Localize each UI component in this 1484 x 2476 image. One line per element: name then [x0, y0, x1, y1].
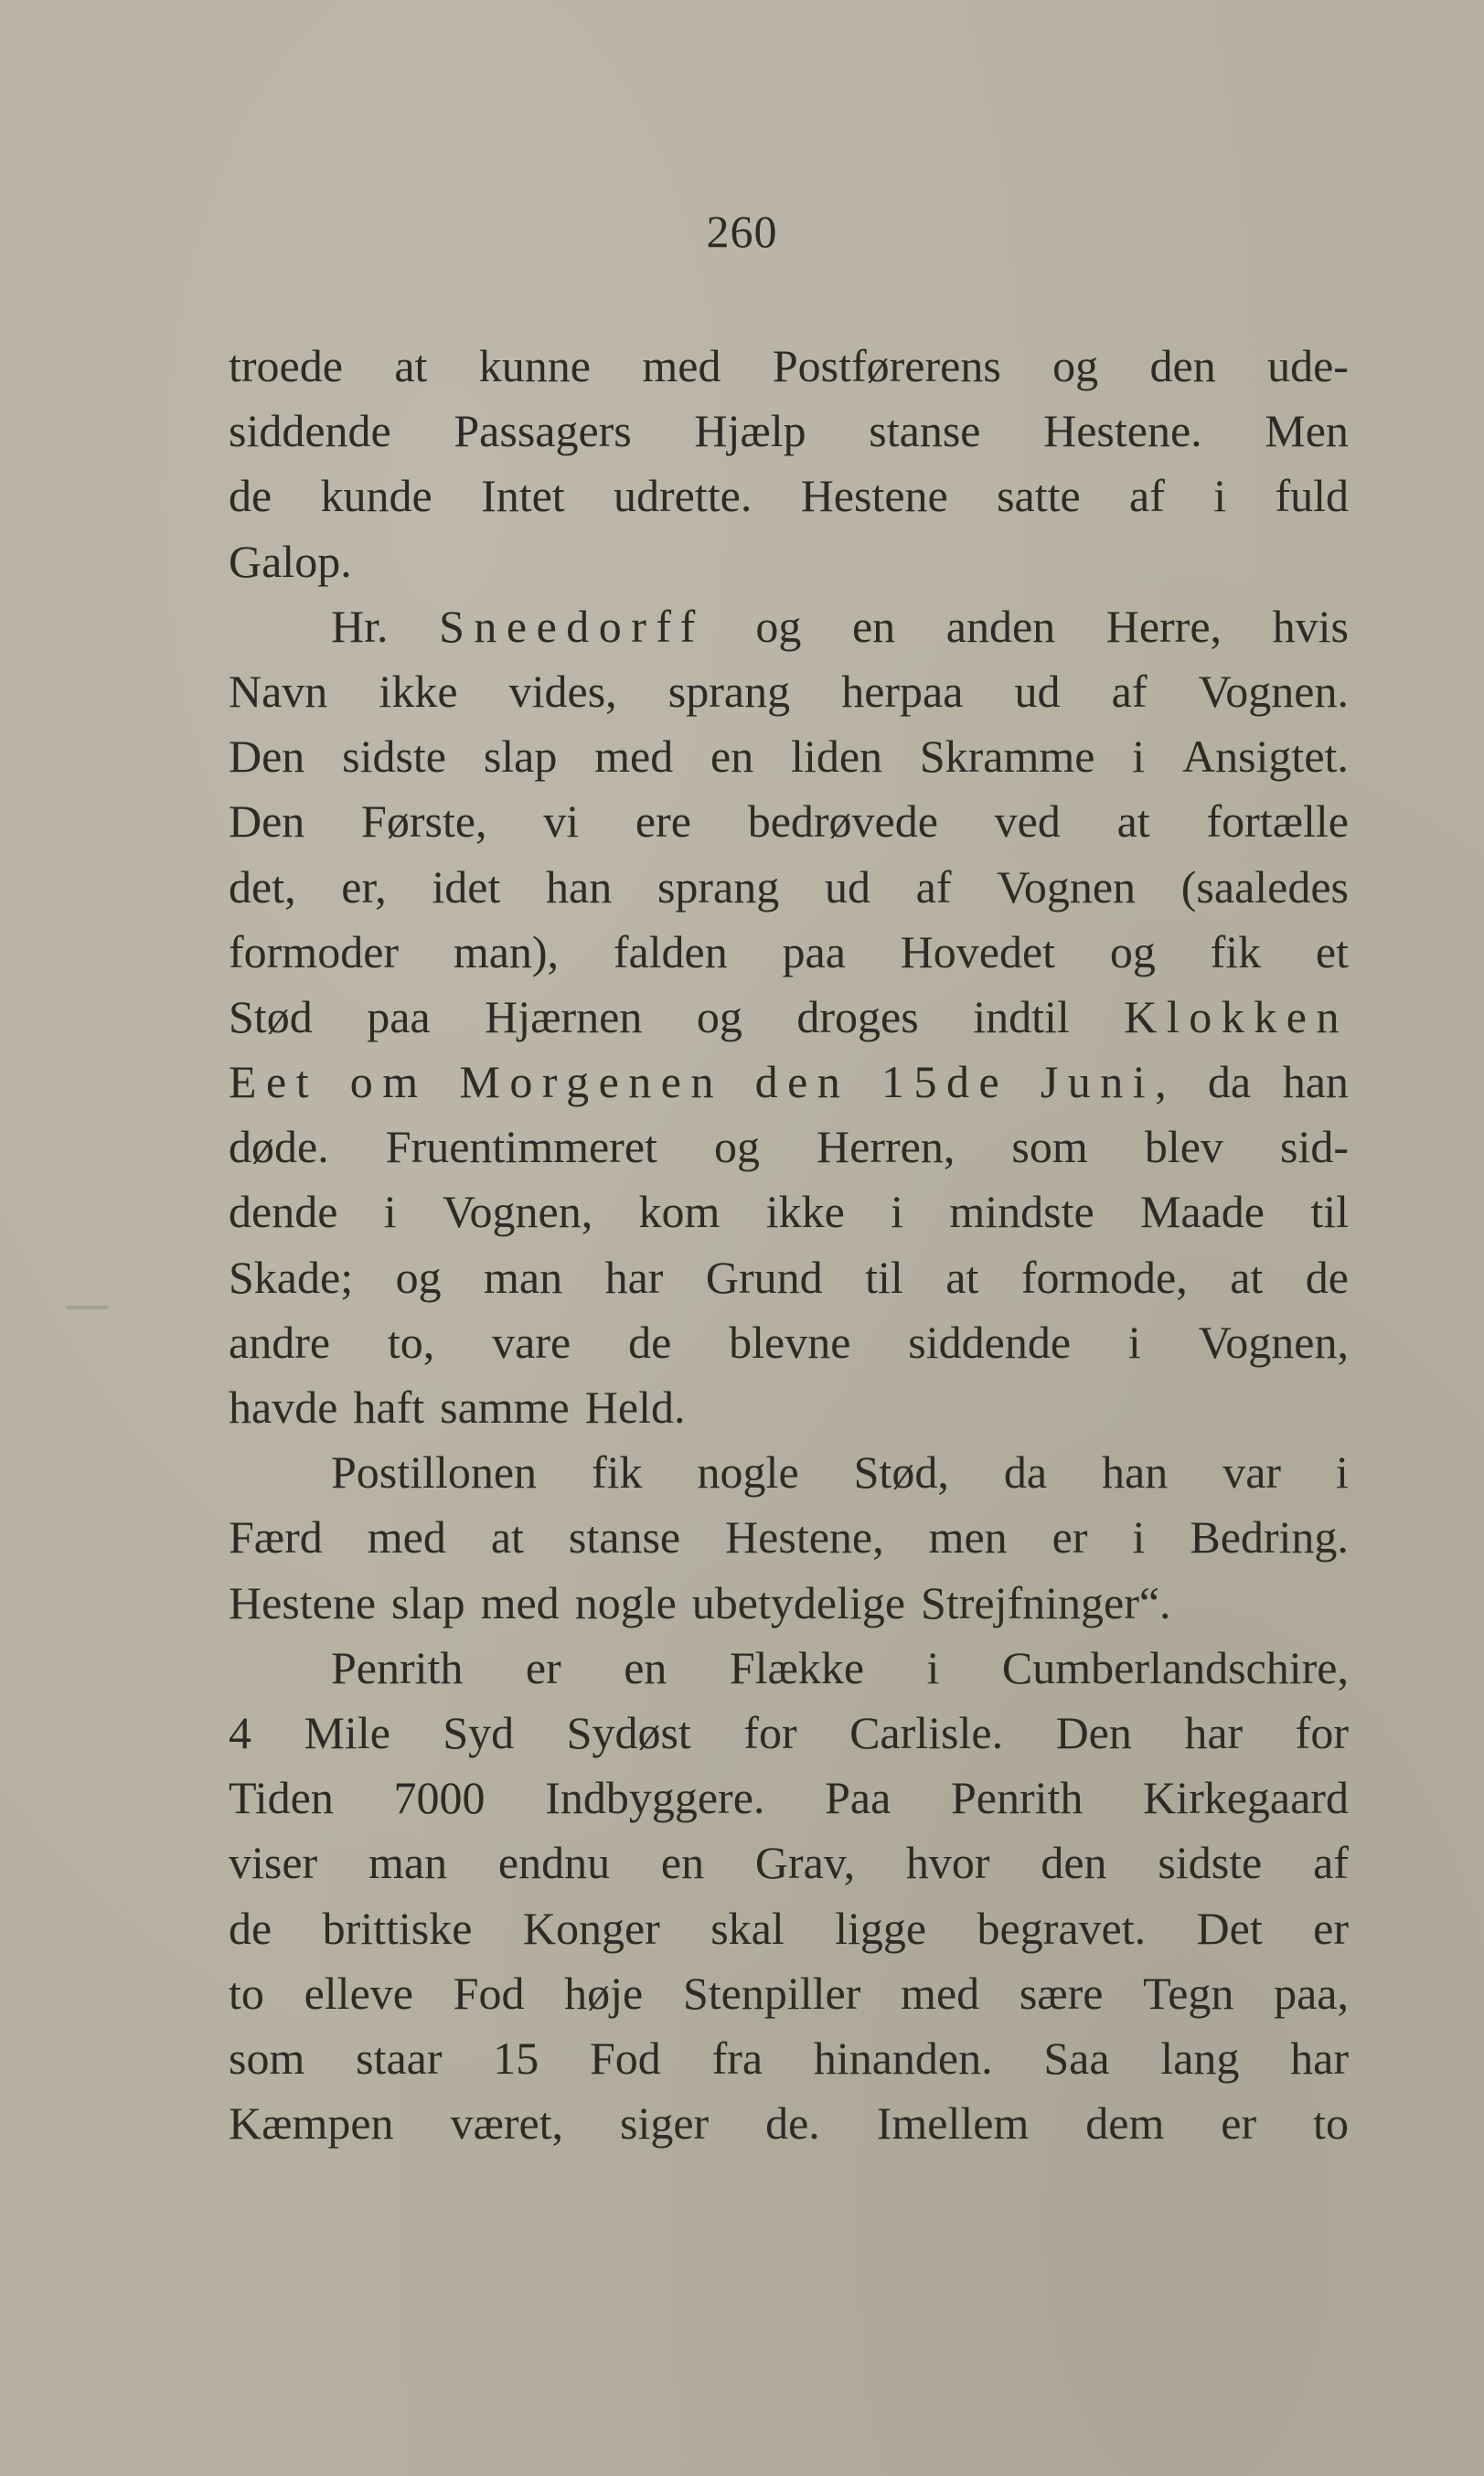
- word: nogle: [697, 1446, 799, 1499]
- word: er: [1313, 1902, 1349, 1954]
- word: er: [1052, 1511, 1088, 1564]
- text-line: [229, 1701, 1349, 1766]
- text-line: [229, 855, 1349, 920]
- word: fuld: [1275, 470, 1349, 522]
- word: ud: [1014, 665, 1061, 717]
- word: ikke: [379, 665, 458, 717]
- word: begravet.: [977, 1902, 1147, 1954]
- word: Den: [229, 795, 305, 848]
- word: Grund: [705, 1251, 823, 1303]
- word: Men: [1265, 405, 1349, 457]
- text-line: [229, 2026, 1349, 2091]
- word: 15: [493, 2032, 539, 2084]
- word: og: [1109, 925, 1156, 977]
- text-line: [229, 529, 1349, 594]
- word: til: [865, 1251, 903, 1303]
- word: Syd: [443, 1706, 515, 1758]
- word: dem: [1085, 2097, 1165, 2150]
- word: de: [229, 470, 272, 522]
- word: ere: [635, 795, 691, 848]
- word: vides,: [508, 665, 617, 717]
- word: to,: [387, 1316, 435, 1368]
- word: Indbyggere.: [545, 1772, 765, 1824]
- word: havde: [229, 1382, 338, 1433]
- word: mindste: [949, 1186, 1094, 1238]
- word: at: [1116, 795, 1150, 848]
- word: ud: [824, 860, 870, 912]
- word: til: [1310, 1186, 1349, 1238]
- word: kom: [638, 1186, 721, 1238]
- word: kunde: [320, 470, 432, 522]
- word: herpaa: [841, 665, 964, 717]
- word: Juni,: [1040, 1056, 1177, 1108]
- word: at: [945, 1251, 979, 1303]
- word: for: [743, 1706, 797, 1758]
- word: anden: [945, 600, 1056, 652]
- text-line: [229, 724, 1349, 789]
- text-line: [229, 1245, 1349, 1310]
- word: er: [1221, 2097, 1257, 2150]
- word: en: [851, 600, 896, 652]
- word: troede: [229, 340, 343, 391]
- word: formode,: [1020, 1251, 1188, 1303]
- word: at: [1230, 1251, 1264, 1303]
- word: siddende: [908, 1316, 1072, 1368]
- word: kunne: [478, 340, 591, 391]
- word: Det: [1196, 1902, 1263, 1954]
- word: med: [594, 731, 674, 783]
- word: Ansigtet.: [1181, 731, 1349, 783]
- word: hinanden.: [813, 2032, 993, 2084]
- text-line: [229, 1179, 1349, 1244]
- word: viser: [229, 1837, 318, 1889]
- word: som: [1011, 1121, 1088, 1173]
- word: i: [926, 1641, 940, 1693]
- body-text: [229, 334, 1349, 2156]
- word: sid-: [1279, 1121, 1349, 1173]
- word: Hestene.: [1043, 405, 1202, 457]
- word: paa: [367, 990, 431, 1042]
- text-line: [229, 789, 1349, 854]
- word: formoder: [229, 925, 400, 977]
- word: Første,: [361, 795, 487, 848]
- word: i: [1213, 470, 1227, 522]
- word: med: [480, 1576, 560, 1628]
- word: som: [229, 2032, 305, 2084]
- word: vi: [543, 795, 580, 848]
- word: hvis: [1272, 600, 1349, 652]
- word: Hestene: [229, 1576, 377, 1628]
- text-line: [229, 594, 1349, 659]
- word: han: [1102, 1446, 1169, 1499]
- word: fik: [1210, 925, 1262, 977]
- text-line: [229, 334, 1349, 399]
- word: i: [1132, 1511, 1146, 1564]
- word: med: [367, 1511, 446, 1564]
- word: Skramme: [919, 731, 1095, 783]
- text-line: [229, 1505, 1349, 1570]
- word: Klokken: [1124, 990, 1349, 1042]
- text-line: [229, 659, 1349, 724]
- word: høje: [564, 1967, 644, 2019]
- word: Postillonen: [331, 1446, 538, 1499]
- word: endnu: [497, 1837, 611, 1889]
- word: med: [642, 340, 721, 391]
- page-number: 260: [706, 206, 778, 257]
- word: Tiden: [229, 1772, 334, 1824]
- word: i: [383, 1186, 397, 1238]
- word: Eet: [229, 1056, 319, 1108]
- word: Imellem: [876, 2097, 1030, 2150]
- word: ubetydelige: [691, 1576, 906, 1628]
- word: Sneedorff: [439, 600, 705, 652]
- word: fik: [592, 1446, 643, 1499]
- text-line: [229, 985, 1349, 1050]
- word: de: [229, 1902, 272, 1954]
- word: Intet: [481, 470, 565, 522]
- word: ude-: [1267, 340, 1349, 391]
- word: Galop.: [229, 535, 352, 587]
- word: og: [755, 600, 802, 652]
- word: Cumberlandschire,: [1001, 1641, 1349, 1693]
- word: sære: [1019, 1967, 1104, 2019]
- text-line: [229, 399, 1349, 464]
- word: er,: [341, 860, 387, 912]
- word: Hjælp: [694, 405, 806, 457]
- word: Stød: [229, 990, 313, 1042]
- word: Fod: [590, 2032, 661, 2084]
- word: Herre,: [1105, 600, 1222, 652]
- word: blev: [1144, 1121, 1223, 1173]
- word: indtil: [973, 990, 1070, 1042]
- word: to: [1313, 2097, 1349, 2150]
- text-line: [229, 1766, 1349, 1830]
- word: staar: [356, 2032, 443, 2084]
- word: siddende: [229, 405, 391, 457]
- word: og: [395, 1251, 442, 1303]
- word: man: [368, 1837, 448, 1889]
- word: da: [1003, 1446, 1048, 1499]
- word: en: [660, 1837, 705, 1889]
- word: Hestene: [800, 470, 948, 522]
- word: med: [901, 1967, 980, 2019]
- word: et: [1315, 925, 1349, 977]
- text-line: [229, 1050, 1349, 1115]
- word: i: [1132, 731, 1146, 783]
- word: af: [1111, 665, 1148, 717]
- word: en: [710, 731, 754, 783]
- text-line: [229, 2091, 1349, 2156]
- word: Postførerens: [772, 340, 1001, 391]
- word: er: [525, 1641, 561, 1693]
- word: Hestene,: [725, 1511, 884, 1564]
- word: fortælle: [1206, 795, 1349, 848]
- word: for: [1295, 1706, 1349, 1758]
- word: Vognen,: [442, 1186, 593, 1238]
- word: af: [915, 860, 952, 912]
- word: døde.: [229, 1121, 329, 1173]
- word: paa: [782, 925, 846, 977]
- word: Den: [229, 731, 305, 783]
- word: den: [1041, 1837, 1107, 1889]
- word: stanse: [568, 1511, 681, 1564]
- word: Grav,: [754, 1837, 856, 1889]
- text-line: [229, 1440, 1349, 1505]
- word: Penrith: [331, 1641, 464, 1693]
- text-line: [229, 464, 1349, 528]
- text-line: [229, 1310, 1349, 1375]
- word: sidste: [342, 731, 447, 783]
- text-line: [229, 1830, 1349, 1895]
- word: men: [928, 1511, 1008, 1564]
- word: Vognen.: [1198, 665, 1349, 717]
- word: Stenpiller: [682, 1967, 861, 2019]
- word: andre: [229, 1316, 331, 1368]
- word: falden: [613, 925, 728, 977]
- word: 15de: [881, 1056, 1009, 1108]
- text-line: [229, 920, 1349, 985]
- word: Held.: [584, 1382, 686, 1433]
- word: hvor: [905, 1837, 990, 1889]
- word: Herren,: [817, 1121, 956, 1173]
- word: Færd: [229, 1511, 323, 1564]
- word: han: [546, 860, 613, 912]
- word: ved: [994, 795, 1061, 848]
- word: Sydøst: [566, 1706, 691, 1758]
- word: sidste: [1158, 1837, 1263, 1889]
- word: ligge: [835, 1902, 927, 1954]
- word: haft: [353, 1382, 425, 1433]
- word: 7000: [393, 1772, 486, 1824]
- word: samme: [440, 1382, 570, 1433]
- word: ikke: [765, 1186, 845, 1238]
- word: siger: [619, 2097, 710, 2150]
- word: da: [1207, 1056, 1252, 1108]
- word: en: [624, 1641, 667, 1693]
- word: af: [1129, 470, 1165, 522]
- word: har: [604, 1251, 664, 1303]
- word: paa,: [1274, 1967, 1349, 2019]
- word: Mile: [304, 1706, 390, 1758]
- word: været,: [450, 2097, 564, 2150]
- word: om: [349, 1056, 428, 1108]
- word: Den: [1055, 1706, 1132, 1758]
- word: lang: [1160, 2032, 1240, 2084]
- text-line: [229, 1896, 1349, 1961]
- word: udrette.: [614, 470, 753, 522]
- word: Hovedet: [900, 925, 1056, 977]
- word: man: [484, 1251, 563, 1303]
- word: de: [1305, 1251, 1349, 1303]
- word: Passagers: [454, 405, 632, 457]
- word: og: [713, 1121, 760, 1173]
- word: Paa: [825, 1772, 891, 1824]
- word: Maade: [1139, 1186, 1265, 1238]
- word: liden: [791, 731, 883, 783]
- word: fra: [711, 2032, 763, 2084]
- word: Konger: [522, 1902, 660, 1954]
- word: brittiske: [322, 1902, 473, 1954]
- word: idet: [432, 860, 501, 912]
- text-line: [229, 1571, 1349, 1636]
- word: 4: [229, 1706, 251, 1758]
- word: Hjærnen: [485, 990, 643, 1042]
- word: Strejfninger“.: [921, 1576, 1171, 1628]
- word: i: [1336, 1446, 1349, 1499]
- text-line: [229, 1375, 1349, 1440]
- word: stanse: [869, 405, 981, 457]
- word: Kirkegaard: [1143, 1772, 1349, 1824]
- word: satte: [997, 470, 1081, 522]
- word: to: [229, 1967, 264, 2019]
- word: de: [628, 1316, 672, 1368]
- word: elleve: [304, 1967, 413, 2019]
- word: (saaledes: [1180, 860, 1349, 912]
- word: bedrøvede: [747, 795, 938, 848]
- word: nogle: [574, 1576, 677, 1628]
- word: Bedring.: [1190, 1511, 1349, 1564]
- word: var: [1222, 1446, 1282, 1499]
- word: Kæmpen: [229, 2097, 394, 2150]
- word: det,: [229, 860, 296, 912]
- word: Skade;: [229, 1251, 354, 1303]
- word: i: [1127, 1316, 1141, 1368]
- word: af: [1313, 1837, 1349, 1889]
- word: han: [1282, 1056, 1349, 1108]
- word: har: [1184, 1706, 1244, 1758]
- word: Navn: [229, 665, 328, 717]
- word: Fod: [453, 1967, 525, 2019]
- word: Vognen,: [1198, 1316, 1349, 1368]
- word: Flække: [729, 1641, 865, 1693]
- text-line: [229, 1115, 1349, 1179]
- word: Tegn: [1143, 1967, 1234, 2019]
- word: at: [490, 1511, 524, 1564]
- word: Hr.: [331, 600, 389, 652]
- word: droges: [796, 990, 919, 1042]
- word: den: [1149, 340, 1216, 391]
- word: blevne: [729, 1316, 851, 1368]
- word: Saa: [1043, 2032, 1110, 2084]
- word: dende: [229, 1186, 338, 1238]
- word: i: [891, 1186, 904, 1238]
- paper-mark: [66, 1306, 108, 1309]
- word: skal: [710, 1902, 785, 1954]
- word: og: [1052, 340, 1099, 391]
- word: Vognen: [997, 860, 1137, 912]
- word: slap: [391, 1576, 465, 1628]
- word: de.: [765, 2097, 820, 2150]
- word: og: [696, 990, 742, 1042]
- word: sprang: [667, 665, 791, 717]
- word: Fruentimmeret: [385, 1121, 657, 1173]
- word: Morgenen: [459, 1056, 723, 1108]
- word: Penrith: [950, 1772, 1084, 1824]
- word: slap: [483, 731, 558, 783]
- word: har: [1290, 2032, 1349, 2084]
- word: Carlisle.: [849, 1706, 1004, 1758]
- text-line: [229, 1961, 1349, 2026]
- word: at: [394, 340, 428, 391]
- word: man),: [453, 925, 560, 977]
- text-line: [229, 1636, 1349, 1701]
- word: Stød,: [853, 1446, 949, 1499]
- word: vare: [492, 1316, 571, 1368]
- word: sprang: [657, 860, 780, 912]
- word: den: [754, 1056, 850, 1108]
